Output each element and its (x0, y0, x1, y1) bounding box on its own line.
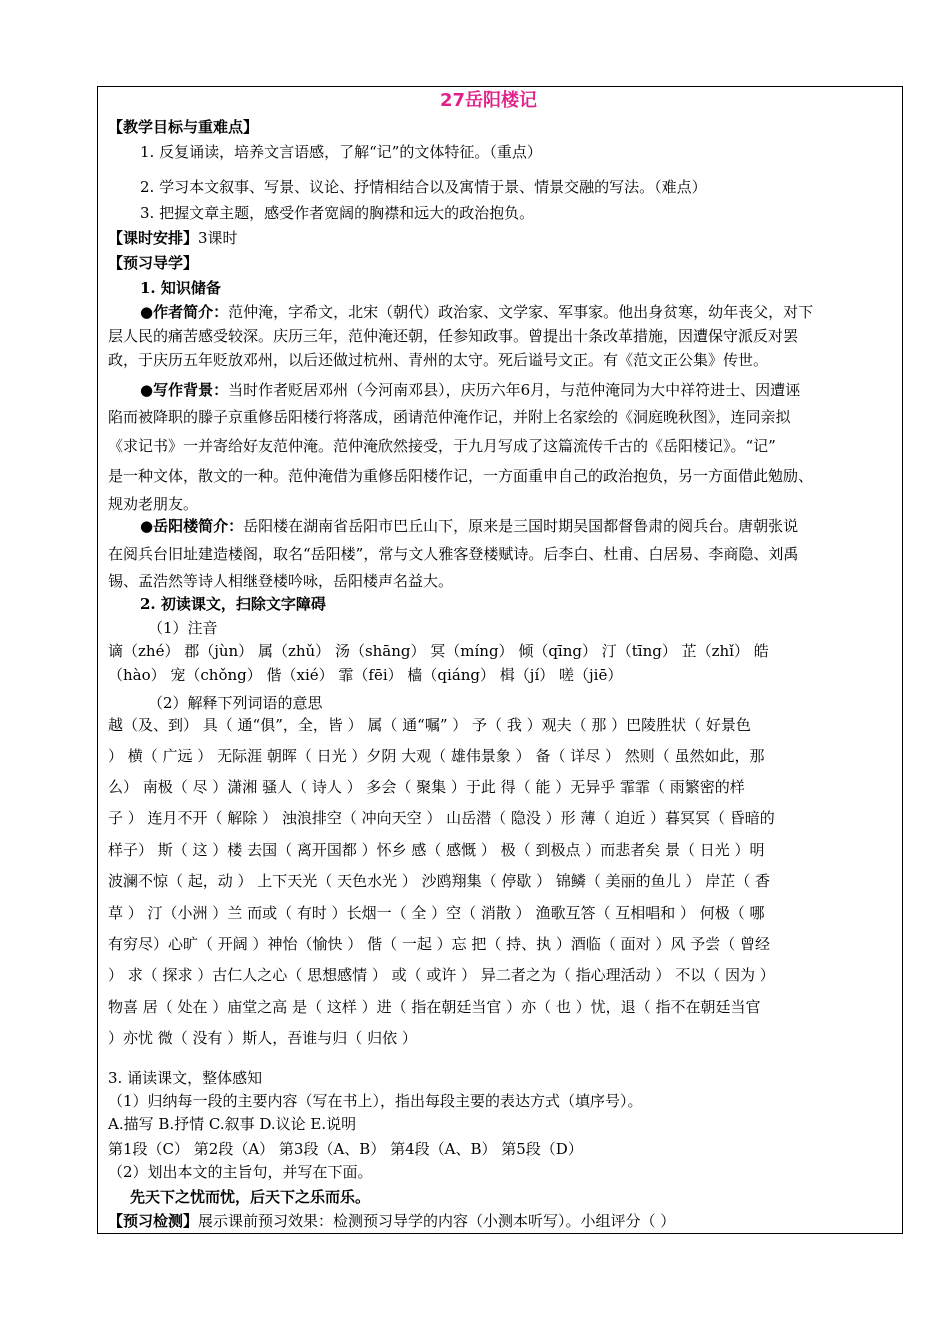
preview-heading: 【预习导学】 (108, 254, 199, 272)
goal-item: 2. 学习本文叙事、写景、议论、抒情相结合以及寓情于景、情景交融的写法。（难点） (140, 178, 707, 196)
explain-line: 越（及、到） 具（ 通“俱”，全，皆 ） 属（ 通“嘱” ） 予（ 我 ）观夫（ 那 ）巴陵胜状（ 好景色 (108, 716, 751, 734)
expression-options: A.描写 B.抒情 C.叙事 D.议论 E.说明 (108, 1115, 357, 1133)
goal-item: 1. 反复诵读，培养文言语感，了解“记”的文体特征。（重点） (140, 143, 542, 161)
explain-line: 子 ） 连月不开（ 解除 ） 浊浪排空（ 冲向天空 ） 山岳潜（ 隐没 ）形 薄（ 迫近 ）暮冥冥（ 昏暗的 (108, 809, 775, 827)
page-title: 27岳阳楼记 (440, 90, 538, 111)
goals-heading: 【教学目标与重难点】 (108, 118, 259, 136)
author-label: ●作者简介： (140, 303, 229, 321)
tower-text: 锡、孟浩然等诗人相继登楼吟咏，岳阳楼声名益大。 (108, 572, 454, 590)
explain-line: 样子） 斯（ 这 ）楼 去国（ 离开国都 ）怀乡 感（ 感慨 ） 极（ 到极点 ）而悲者矣 景（ 日光 ）明 (108, 841, 765, 859)
paragraph-answers: 第1段（C） 第2段（A） 第3段（A、B） 第4段（A、B） 第5段（D） (108, 1140, 583, 1158)
check-line (108, 1211, 675, 1231)
author-line (140, 302, 813, 322)
tower-label: ●岳阳楼简介： (140, 517, 244, 535)
schedule-heading: 【课时安排】 (108, 229, 199, 247)
recite-question: （1）归纳每一段的主要内容（写在书上），指出每段主要的表达方式（填序号）。 (108, 1092, 643, 1110)
tower-text: 岳阳楼在湖南省岳阳市巴丘山下，原来是三国时期吴国都督鲁肃的阅兵台。唐朝张说 (243, 517, 799, 535)
background-line (140, 380, 800, 400)
background-text: 当时作者贬居邓州（今河南邓县），庆历六年6月，与范仲淹同为大中祥符进士、因遭诬 (228, 381, 801, 399)
author-text: 政，于庆历五年贬放邓州，以后还做过杭州、青州的太守。死后谥号文正。有《范文正公集》传世。 (108, 351, 769, 369)
check-heading: 【预习检测】 (108, 1212, 199, 1230)
schedule-line (108, 228, 238, 248)
author-text: 范仲淹，字希文，北宋（朝代）政治家、文学家、军事家。他出身贫寒，幼年丧父，对下 (228, 303, 814, 321)
recite-heading: 3. 诵读课文，整体感知 (108, 1069, 263, 1087)
pinyin-line: 谪（zhé） 郡（jùn） 属（zhǔ） 汤（shāng） 冥（míng） 倾（qīng） 汀（tīng） 芷（zhǐ） 皓 (108, 642, 769, 660)
explain-line: ） 横（ 广远 ） 无际涯 朝晖（ 日光 ）夕阴 大观（ 雄伟景象 ） 备（ 详尽 ） 然则（ 虽然如此，那 (108, 747, 765, 765)
explain-line: 有穷尽）心旷（ 开阔 ）神怡（愉快 ） 偕（ 一起 ）忘 把（ 持、执 ）酒临（ 面对 ）风 予尝（ 曾经 (108, 935, 770, 953)
explain-line: 么） 南极（ 尽 ）潇湘 骚人（ 诗人 ） 多会（ 聚集 ）于此 得（ 能 ）无异乎 霏霏（ 雨繁密的样 (108, 778, 745, 796)
background-text: 陷而被降职的滕子京重修岳阳楼行将落成，函请范仲淹作记，并附上名家绘的《洞庭晚秋图》，连同亲拟 (108, 408, 791, 426)
background-text: 是一种文体，散文的一种。范仲淹借为重修岳阳楼作记，一方面重申自己的政治抱负，另一方面借此勉励、 (108, 467, 814, 485)
check-text: 展示课前预习效果：检测预习导学的内容（小测本听写）。小组评分（ ） (198, 1212, 676, 1230)
goal-item: 3. 把握文章主题，感受作者宽阔的胸襟和远大的政治抱负。 (140, 204, 535, 222)
background-text: 规劝老朋友。 (108, 495, 199, 513)
background-text: 《求记书》一并寄给好友范仲淹。范仲淹欣然接受，于九月写成了这篇流传千古的《岳阳楼记》。“记” (108, 437, 776, 455)
read-heading: 2. 初读课文，扫除文字障碍 (140, 595, 326, 613)
explain-line: 草 ） 汀（小洲 ）兰 而或（ 有时 ）长烟一（ 全 ）空（ 消散 ） 渔歌互答（ 互相唱和 ） 何极（ 哪 (108, 904, 765, 922)
pinyin-line: （hào） 宠（chǒng） 偕（xié） 霏（fēi） 樯（qiáng） 楫（jí） 嗟（jiē） (108, 666, 623, 684)
knowledge-heading: 1. 知识储备 (140, 279, 221, 297)
pinyin-heading: （1）注音 (148, 619, 218, 637)
explain-line: ） 求（ 探求 ）古仁人之心（ 思想感情 ） 或（ 或许 ） 异二者之为（ 指心理活动 ） 不以（ 因为 ） (108, 966, 775, 984)
schedule-value: 3课时 (198, 229, 238, 247)
background-label: ●写作背景： (140, 381, 229, 399)
explain-line: 波澜不惊（ 起，动 ） 上下天光（ 天色水光 ） 沙鸥翔集（ 停歇 ） 锦鳞（ 美丽的鱼儿 ） 岸芷（ 香 (108, 872, 770, 890)
tower-line (140, 516, 798, 536)
recite-question: （2）划出本文的主旨句，并写在下面。 (108, 1163, 373, 1181)
explain-heading: （2）解释下列词语的意思 (148, 694, 323, 712)
thesis-sentence: 先天下之忧而忧，后天下之乐而乐。 (130, 1188, 371, 1206)
author-text: 层人民的痛苦感受较深。庆历三年，范仲淹还朝，任参知政事。曾提出十条改革措施，因遭保守派反对罢 (108, 327, 799, 345)
explain-line: ）亦忧 微（ 没有 ）斯人，吾谁与归（ 归依 ） (108, 1029, 417, 1047)
tower-text: 在阅兵台旧址建造楼阁，取名“岳阳楼”，常与文人雅客登楼赋诗。后李白、杜甫、白居易、李商隐、刘禹 (108, 545, 799, 563)
explain-line: 物喜 居（ 处在 ）庙堂之高 是（ 这样 ）进（ 指在朝廷当官 ）亦（ 也 ）忧，退（ 指不在朝廷当官 (108, 998, 761, 1016)
